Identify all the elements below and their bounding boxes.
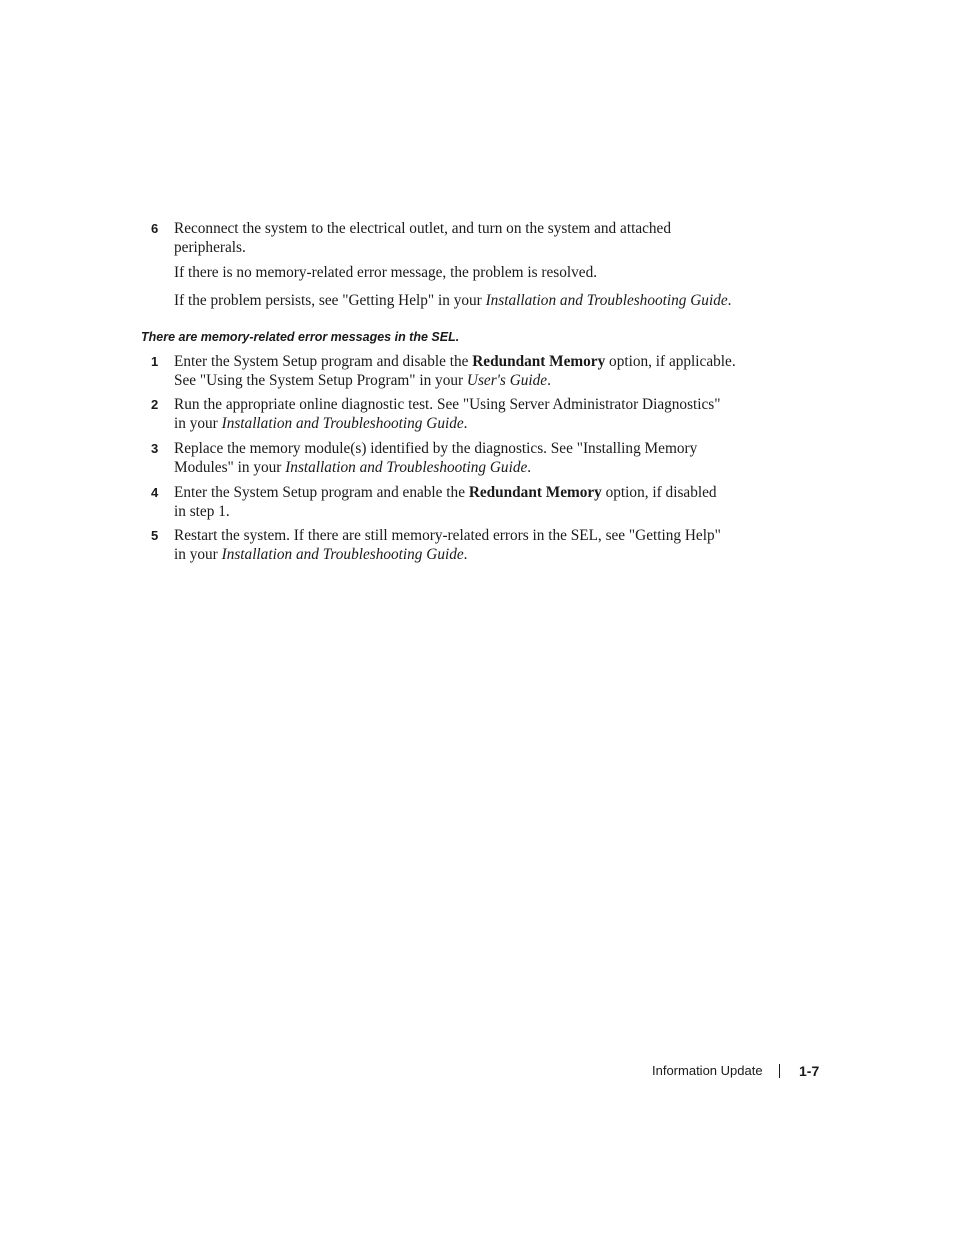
step-note [174,263,597,282]
step-number: 6 [151,221,159,236]
step-number: 4 [151,485,159,500]
guide-title: Installation and Troubleshooting Guide [221,415,464,432]
step-text [174,483,774,521]
text-run: Enter the System Setup program and disable the [174,353,473,370]
text-run: . [527,459,532,476]
guide-title: Installation and Troubleshooting Guide [221,546,464,563]
step-text [174,526,774,564]
step-number: 5 [151,528,159,543]
step-number: 3 [151,441,159,456]
text-run: option, if disabled [601,484,717,501]
guide-title: User's Guide [466,372,548,389]
step-note [174,291,731,310]
note-text: If the problem persists, see "Getting Help" in your [174,292,486,309]
footer-section-title: Information Update [652,1063,763,1078]
text-run: in your [174,415,222,432]
text-run: Enter the System Setup program and enable the [174,484,469,501]
step-text-line [174,483,774,502]
text-run: . [463,415,468,432]
text-run: Modules" in your [174,459,286,476]
step-text-line [174,545,774,564]
step-text [174,439,774,477]
footer-divider [779,1064,780,1078]
page-number: 1-7 [799,1063,820,1079]
guide-title: Installation and Troubleshooting Guide [485,292,728,309]
text-run: . [547,372,551,389]
text-run: option, if applicable. [605,353,736,370]
step-text-line: in step 1. [174,503,230,520]
step-text [174,352,774,390]
step-text-line [174,414,774,433]
text-run: . [463,546,468,563]
step-text-line: peripherals. [174,239,246,256]
step-text-line: Restart the system. If there are still memory-related errors in the SEL, see "Getting Help" [174,527,721,544]
option-name: Redundant Memory [472,353,606,370]
option-name: Redundant Memory [468,484,602,501]
note-text: . [727,292,732,309]
text-run: See "Using the System Setup Program" in your [174,372,467,389]
step-text [174,219,774,257]
section-heading: There are memory-related error messages in the SEL. [141,330,460,344]
step-text-line [174,352,774,371]
step-text-line [174,371,774,390]
text-run: in your [174,546,222,563]
step-text-line: Replace the memory module(s) identified by the diagnostics. See "Installing Memory [174,440,698,457]
step-number: 2 [151,397,159,412]
step-text-line: Run the appropriate online diagnostic test. See "Using Server Administrator Diagnostics" [174,396,721,413]
step-text-line [174,458,774,477]
guide-title: Installation and Troubleshooting Guide [285,459,528,476]
step-text [174,395,774,433]
step-text-line: Reconnect the system to the electrical outlet, and turn on the system and attached [174,220,671,237]
note-text: If there is no memory-related error message, the problem is resolved. [174,264,598,281]
step-number: 1 [151,354,159,369]
